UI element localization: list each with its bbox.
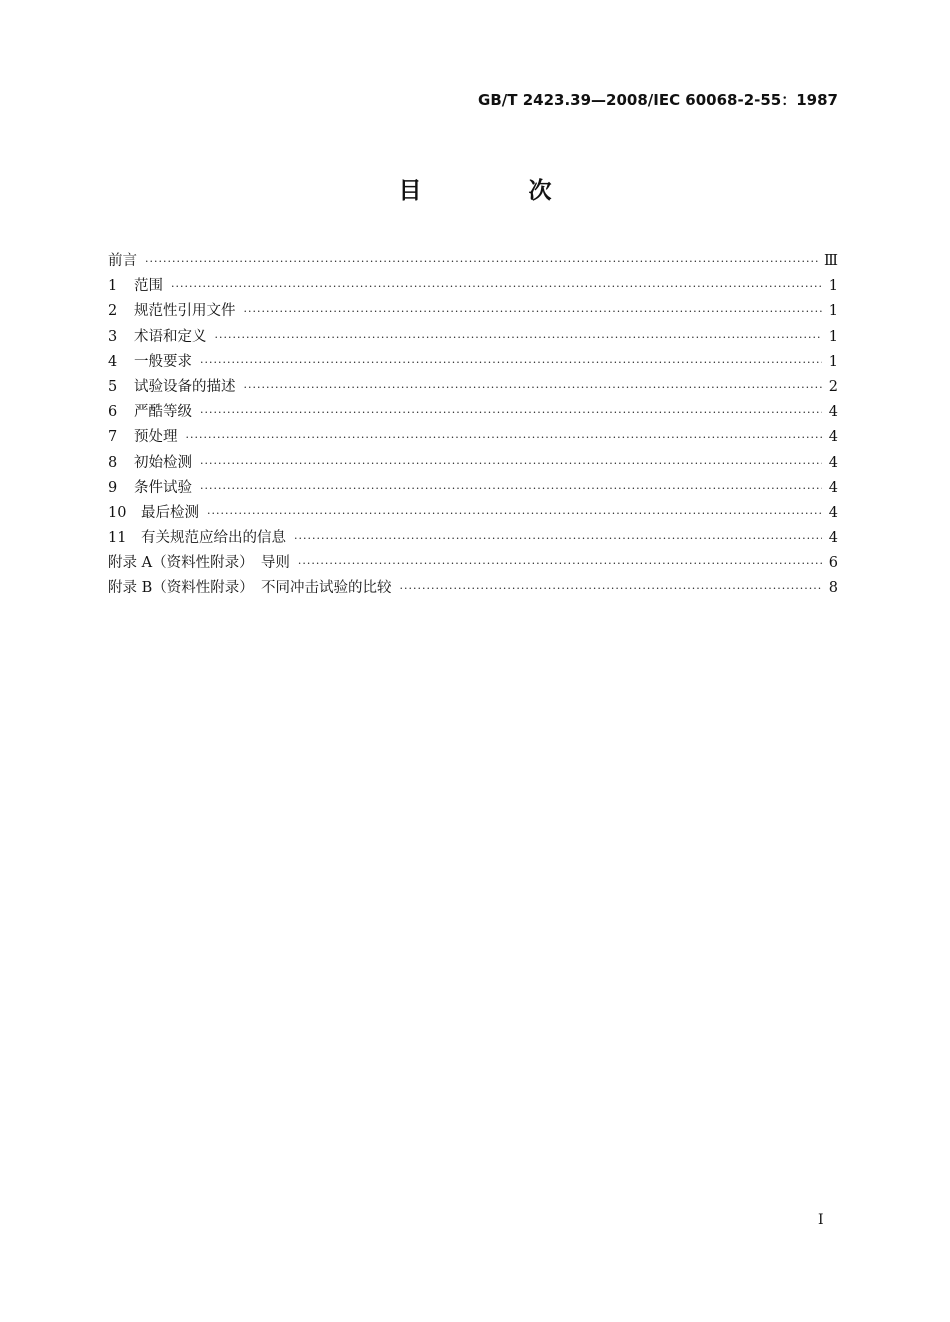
toc-entry-page: 1 xyxy=(828,278,838,295)
toc-entry-number: 7 xyxy=(108,429,118,446)
toc-entry-annex-b[interactable] xyxy=(108,576,838,601)
toc-title: 目 次 xyxy=(398,178,594,204)
toc-leader-dots xyxy=(294,526,822,551)
toc-entry-label: 范围 xyxy=(134,278,163,295)
toc-entry-7[interactable] xyxy=(108,425,838,450)
toc-leader-dots xyxy=(244,299,823,324)
toc-entry-label: 严酷等级 xyxy=(134,404,192,421)
toc-entry-label: 规范性引用文件 xyxy=(134,303,236,320)
toc-entry-number: 4 xyxy=(108,353,118,370)
toc-entry-3[interactable] xyxy=(108,325,838,350)
toc-entry-number: 8 xyxy=(108,454,118,471)
toc-entry-6[interactable] xyxy=(108,400,838,425)
standard-code-header: GB/T 2423.39—2008/IEC 60068-2-55：1987 xyxy=(478,91,838,109)
toc-entry-number: 10 xyxy=(108,504,127,521)
toc-entry-page: 4 xyxy=(828,530,838,547)
toc-entry-page: 1 xyxy=(828,303,838,320)
toc-entry-4[interactable] xyxy=(108,350,838,375)
toc-entry-annex-a[interactable] xyxy=(108,551,838,576)
toc-entry-label: 有关规范应给出的信息 xyxy=(141,530,286,547)
toc-entry-2[interactable] xyxy=(108,299,838,324)
toc-entry-number: 5 xyxy=(108,378,118,395)
toc-entry-number: 1 xyxy=(108,278,118,295)
toc-leader-dots xyxy=(207,501,822,526)
toc-leader-dots xyxy=(298,551,822,576)
toc-leader-dots xyxy=(200,451,822,476)
toc-entry-label: 初始检测 xyxy=(134,454,192,471)
toc-entry-page: 4 xyxy=(828,429,838,446)
toc-entry-label: 试验设备的描述 xyxy=(134,378,236,395)
toc-entry-page: 4 xyxy=(828,479,838,496)
toc-entry-number: 9 xyxy=(108,479,118,496)
toc-entry-page: 6 xyxy=(828,555,838,572)
toc-leader-dots xyxy=(215,325,823,350)
toc-entry-10[interactable] xyxy=(108,501,838,526)
toc-leader-dots xyxy=(200,350,822,375)
toc-entry-page: Ⅲ xyxy=(824,253,838,269)
toc-entry-5[interactable] xyxy=(108,375,838,400)
toc-leader-dots xyxy=(400,576,822,601)
toc-leader-dots xyxy=(200,476,822,501)
toc-leader-dots xyxy=(145,249,818,274)
table-of-contents xyxy=(108,249,838,602)
toc-entry-8[interactable] xyxy=(108,451,838,476)
toc-entry-label: 前言 xyxy=(108,253,137,269)
toc-entry-label: 附录 B（资料性附录） 不同冲击试验的比较 xyxy=(108,580,392,597)
page-number: I xyxy=(818,1212,824,1228)
toc-entry-label: 附录 A（资料性附录） 导则 xyxy=(108,555,290,572)
toc-entry-page: 4 xyxy=(828,504,838,521)
toc-entry-page: 8 xyxy=(828,580,838,597)
toc-entry-page: 4 xyxy=(828,454,838,471)
toc-entry-label: 最后检测 xyxy=(141,504,199,521)
toc-entry-page: 2 xyxy=(828,378,838,395)
toc-leader-dots xyxy=(171,274,822,299)
toc-leader-dots xyxy=(244,375,823,400)
toc-entry-page: 1 xyxy=(828,328,838,345)
toc-entry-label: 术语和定义 xyxy=(134,328,207,345)
toc-entry-label: 一般要求 xyxy=(134,353,192,370)
toc-entry-page: 1 xyxy=(828,353,838,370)
toc-entry-number: 6 xyxy=(108,404,118,421)
toc-entry-9[interactable] xyxy=(108,476,838,501)
toc-leader-dots xyxy=(186,425,823,450)
toc-entry-number: 11 xyxy=(108,530,127,547)
toc-entry-number: 3 xyxy=(108,328,118,345)
toc-entry-label: 条件试验 xyxy=(134,479,192,496)
toc-entry-1[interactable] xyxy=(108,274,838,299)
toc-entry-foreword[interactable] xyxy=(108,249,838,274)
toc-entry-number: 2 xyxy=(108,303,118,320)
toc-entry-label: 预处理 xyxy=(134,429,178,446)
toc-entry-page: 4 xyxy=(828,404,838,421)
toc-entry-11[interactable] xyxy=(108,526,838,551)
toc-leader-dots xyxy=(200,400,822,425)
